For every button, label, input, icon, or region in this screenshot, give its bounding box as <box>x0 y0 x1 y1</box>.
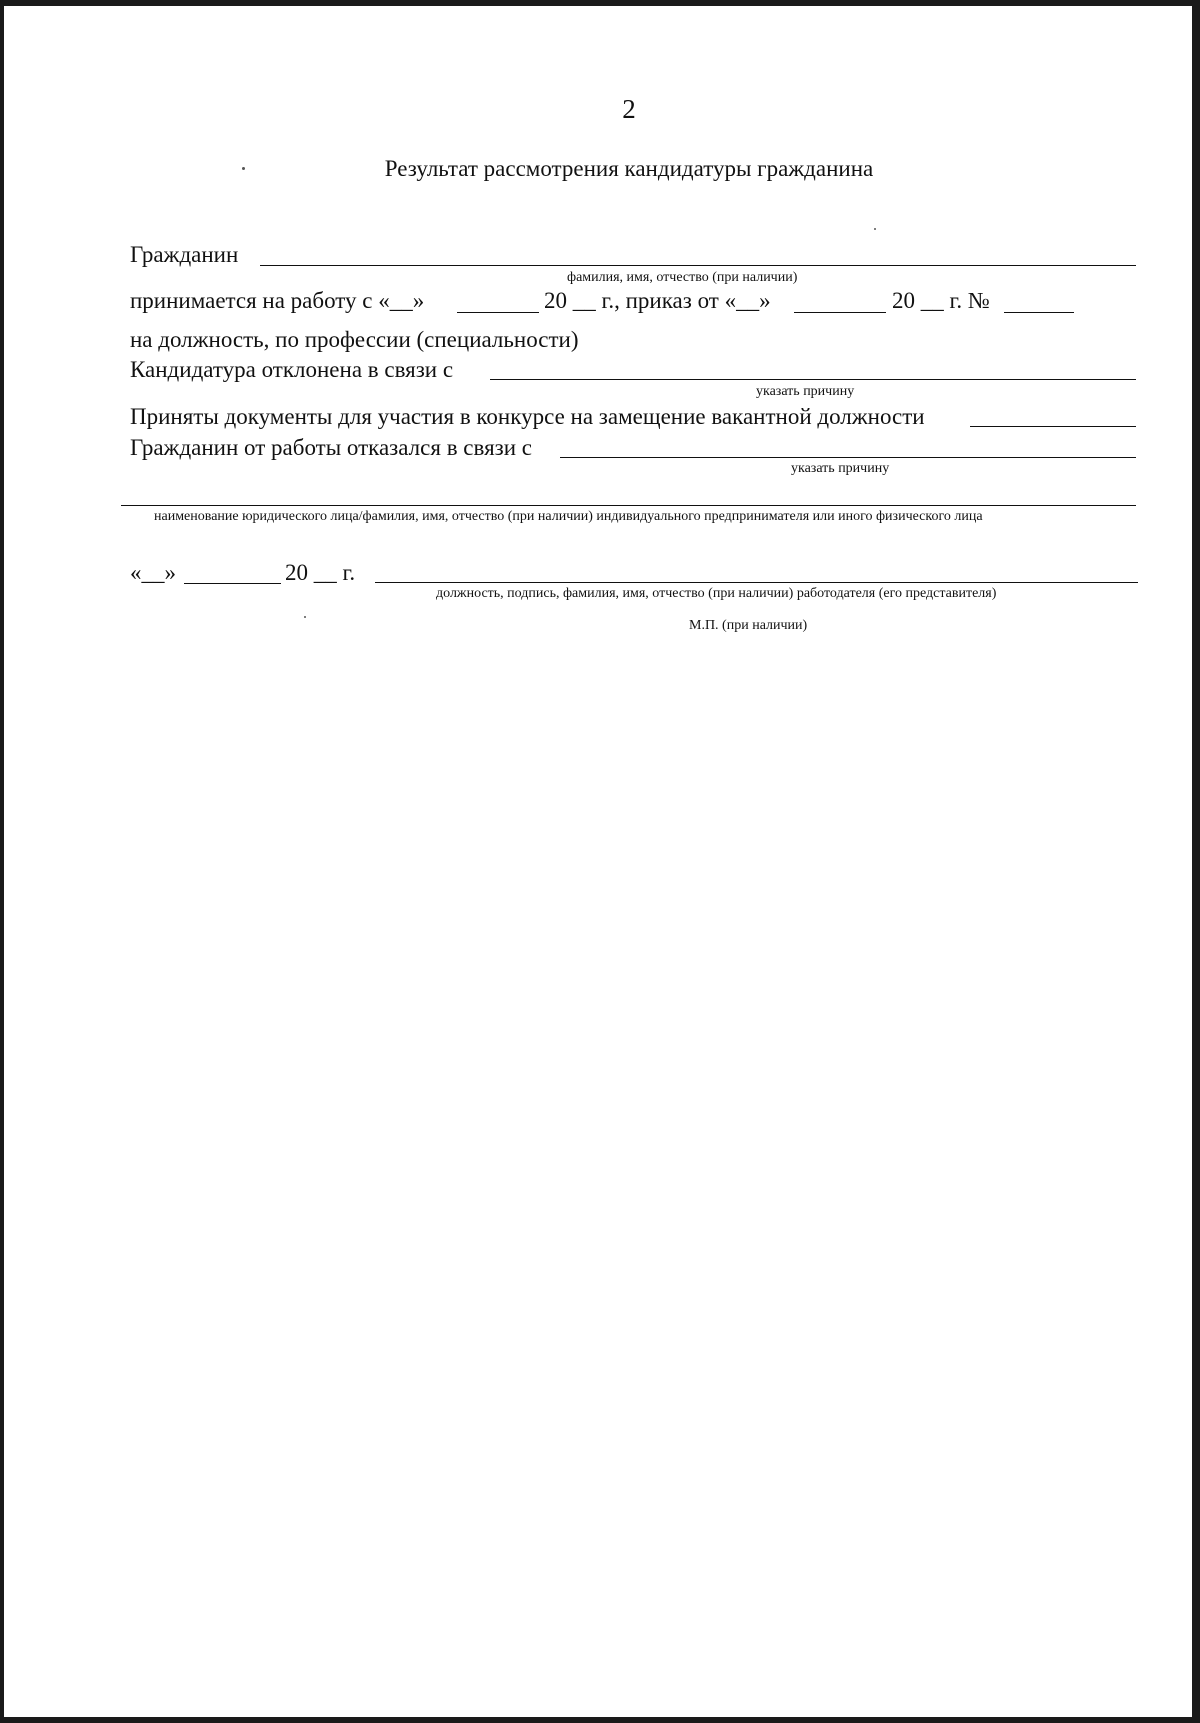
rejected-reason-field[interactable] <box>490 379 1136 380</box>
refused-reason-field[interactable] <box>560 457 1136 458</box>
date-quotes: «__» <box>130 560 176 585</box>
fio-caption: фамилия, имя, отчество (при наличии) <box>567 270 798 285</box>
scan-speck <box>304 616 306 618</box>
citizen-fio-field[interactable] <box>260 265 1136 266</box>
hired-start-label: принимается на работу с «__» <box>130 288 425 313</box>
scan-speck <box>874 228 876 230</box>
date-year: 20 __ г. <box>285 560 356 585</box>
refused-label: Гражданин от работы отказался в связи с <box>130 435 532 460</box>
hired-month-field[interactable] <box>457 312 539 313</box>
date-month-field[interactable] <box>184 583 281 584</box>
reason-caption-1: указать причину <box>756 384 855 399</box>
order-number-field[interactable] <box>1004 312 1074 313</box>
stamp-caption: М.П. (при наличии) <box>689 618 808 633</box>
documents-field[interactable] <box>970 426 1136 427</box>
signature-field[interactable] <box>375 582 1138 583</box>
document-title: Результат рассмотрения кандидатуры гражданина <box>384 156 874 181</box>
signature-caption: должность, подпись, фамилия, имя, отчество (при наличии) работодателя (его представителя) <box>436 586 997 601</box>
employer-name-field[interactable] <box>121 505 1136 506</box>
documents-label: Приняты документы для участия в конкурсе на замещение вакантной должности <box>130 404 925 429</box>
citizen-label: Гражданин <box>130 242 239 267</box>
rejected-label: Кандидатура отклонена в связи с <box>130 357 454 382</box>
page-number: 2 <box>622 94 636 124</box>
order-year-label: 20 __ г. № <box>892 288 990 313</box>
hired-year-label: 20 __ г., приказ от «__» <box>544 288 771 313</box>
position-label: на должность, по профессии (специальности) <box>130 327 579 352</box>
employer-caption: наименование юридического лица/фамилия, имя, отчество (при наличии) индивидуального предпринимателя или иного физического лица <box>154 509 983 524</box>
scan-speck <box>242 167 245 170</box>
reason-caption-2: указать причину <box>791 461 890 476</box>
order-month-field[interactable] <box>794 312 886 313</box>
